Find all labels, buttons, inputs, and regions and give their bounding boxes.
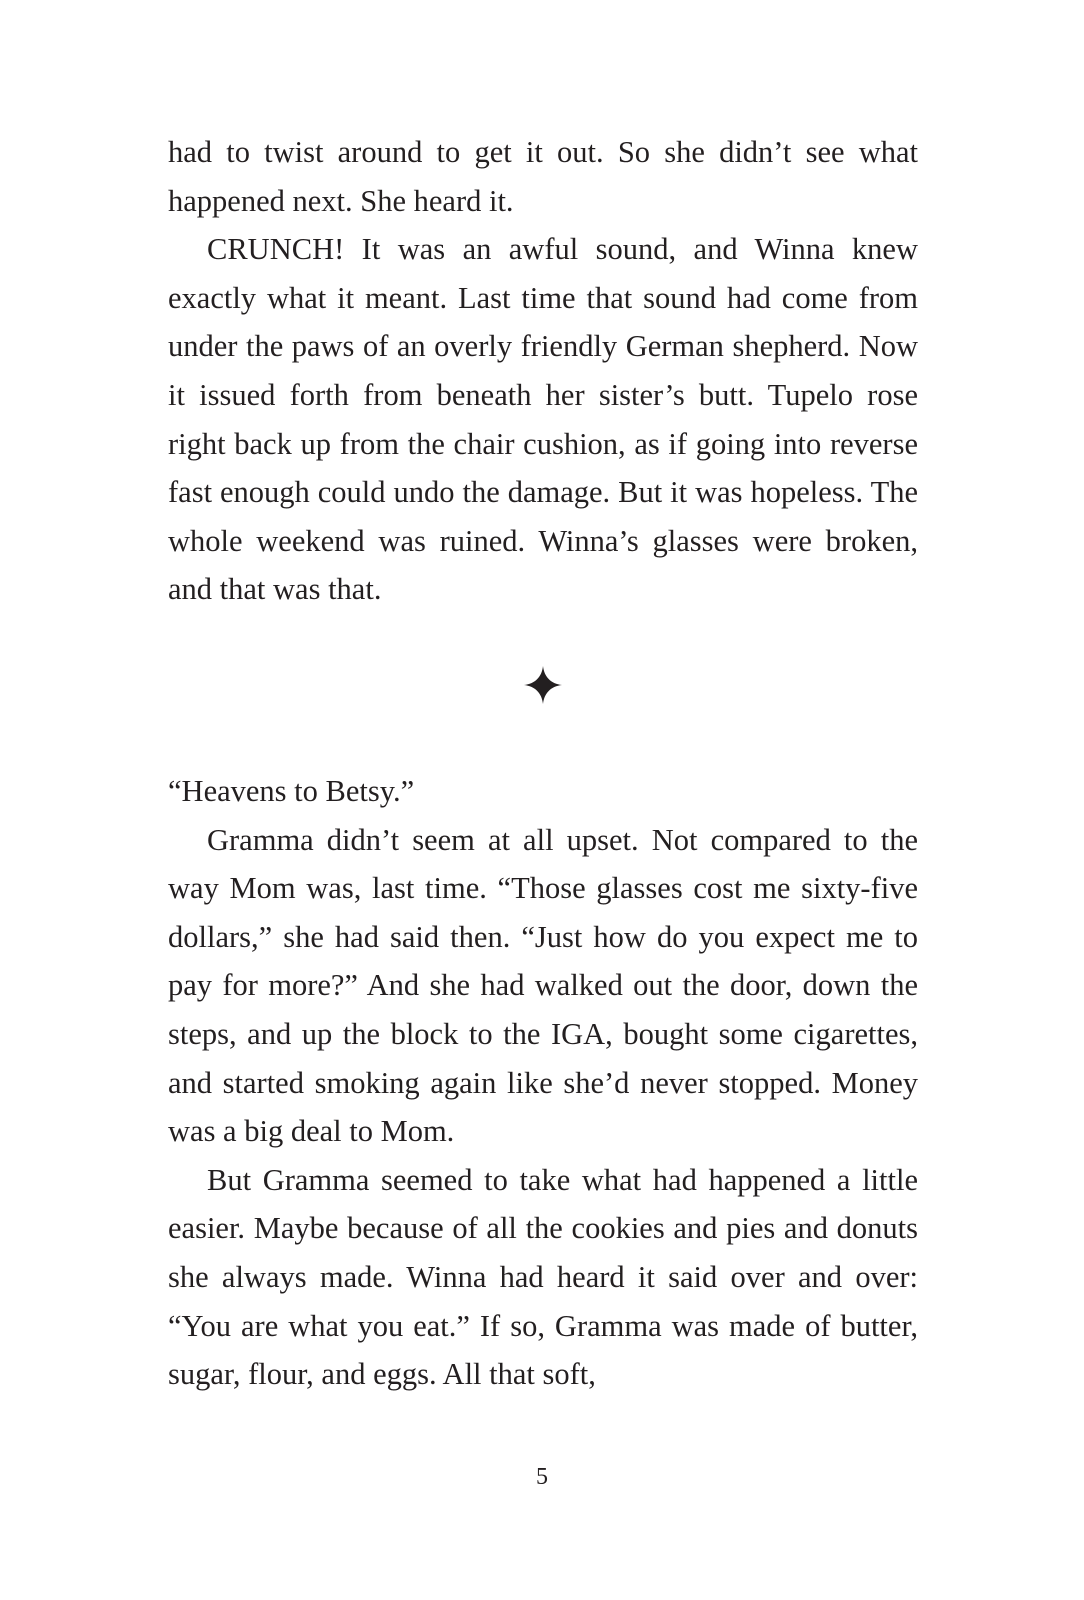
four-point-star-icon: [524, 666, 562, 704]
text-section-top: [168, 128, 918, 614]
page-number: 5: [536, 1464, 548, 1490]
paragraph: had to twist around to get it out. So she didn’t see what happened next. She heard it.: [168, 135, 918, 218]
text-section-bottom: [168, 767, 918, 1399]
paragraph: Gramma didn’t seem at all upset. Not compared to the way Mom was, last time. “Those glasses cost me sixty-five dollars,” she had said then. “Just how do you expect me to pay for more?” And she had walked out the door, down the steps, and up the block to the IGA, bought some cigarettes, and started smoking again like she’d never stopped. Money was a big deal to Mom.: [168, 822, 918, 1149]
paragraph: “Heavens to Betsy.”: [168, 774, 415, 808]
paragraph: CRUNCH! It was an awful sound, and Winna knew exactly what it meant. Last time that sound had come from under the paws of an overly friendly German shepherd. Now it issued forth from beneath her sister’s butt. Tupelo rose right back up from the chair cushion, as if going into reverse fast enough could undo the damage. But it was hopeless. The whole weekend was ruined. Winna’s glasses were broken, and that was that.: [168, 232, 918, 607]
paragraph: But Gramma seemed to take what had happened a little easier. Maybe because of all the cookies and pies and donuts she always made. Winna had heard it said over and over: “You are what you eat.” If so, Gramma was made of butter, sugar, flour, and eggs. All that soft,: [168, 1162, 918, 1392]
